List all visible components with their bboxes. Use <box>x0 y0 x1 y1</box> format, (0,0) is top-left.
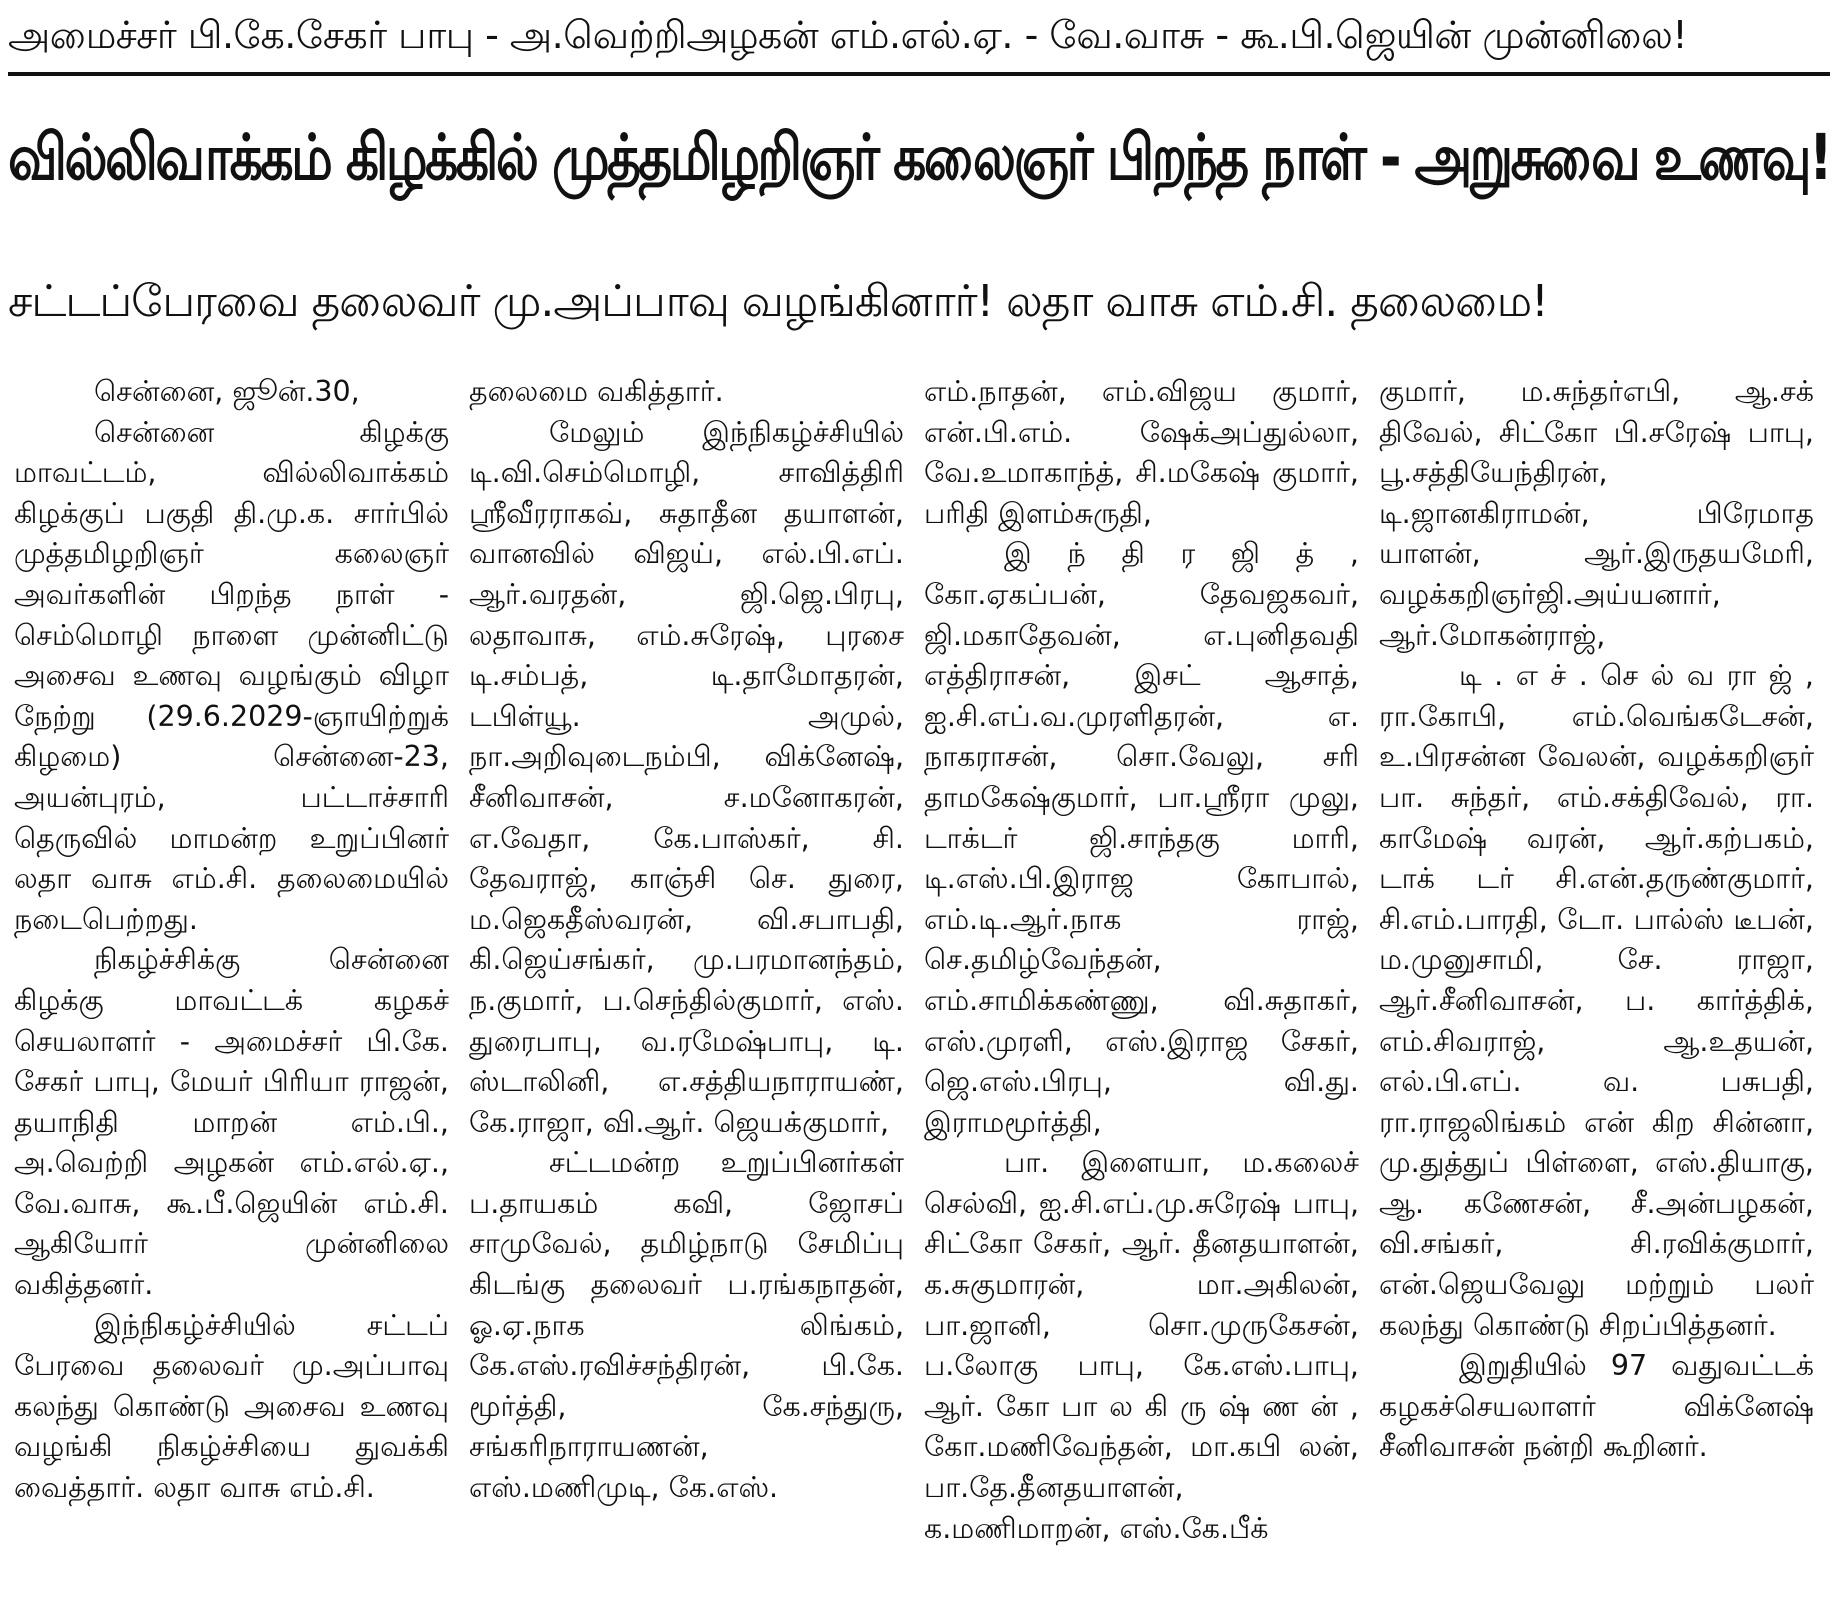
paragraph: இ ந் தி ர ஜி த் , கோ.ஏகப்பன், தேவஜகவர், ஜி.மகாதேவன், எ.புனிதவதி எத்திராசன், இசட் ஆசாத், ஐ.சி.எப்.வ.முரளிதரன், எ. நாகராசன், சொ.வேலு, சரி தாமகேஷ்குமார், பா.ஸ்ரீரா முலு, டாக்டர் ஜி.சாந்தகு மாரி, டி.எஸ்.பி.இராஜ கோபால், எம்.டி.ஆர்.நாக ராஜ், செ.தமிழ்வேந்தன், எம்.சாமிக்கண்ணு, வி.சுதாகர், எஸ்.முரளி, எஸ்.இராஜ சேகர், ஜெ.எஸ்.பிரபு, வி.து. இராமமூர்த்தி, <box>924 537 1359 1139</box>
paragraph: சட்டமன்ற உறுப்பினர்கள் ப.தாயகம் கவி, ஜோசப் சாமுவேல், தமிழ்நாடு சேமிப்பு கிடங்கு தலைவர் ப.ரங்கநாதன், ஓ.ஏ.நாக லிங்கம், கே.எஸ்.ரவிச்சந்திரன், பி.கே. மூர்த்தி, கே.சந்துரு, சங்கரிநாராயணன், எஸ்.மணிமுடி, கே.எஸ். <box>469 1146 904 1505</box>
paragraph: குமார், ம.சுந்தர்எபி, ஆ.சக் திவேல், சிட்கோ பி.சரேஷ் பாபு, பூ.சத்தியேந்திரன், டி.ஜானகிராமன், பிரேமாத யாளன், ஆர்.இருதயமேரி, வழக்கறிஞர்ஜி.அய்யனார், ஆர்.மோகன்ராஜ், <box>1379 375 1814 652</box>
article-column-1 <box>8 372 463 1602</box>
paragraph: இந்நிகழ்ச்சியில் சட்டப் பேரவை தலைவர் மு.அப்பாவு கலந்து கொண்டு அசைவ உணவு வழங்கி நிகழ்ச்சியை துவக்கி வைத்தார். லதா வாசு எம்.சி. <box>14 1308 449 1505</box>
paragraph: நிகழ்ச்சிக்கு சென்னை கிழக்கு மாவட்டக் கழகச் செயலாளர் - அமைச்சர் பி.கே. சேகர் பாபு, மேயர் பிரியா ராஜன், தயாநிதி மாறன் எம்.பி., அ.வெற்றி அழகன் எம்.எல்.ஏ., வே.வாசு, கூ.பீ.ஜெயின் எம்.சி. ஆகியோர் முன்னிலை வகித்தனர். <box>14 943 449 1302</box>
article-column-2 <box>463 372 918 1602</box>
dateline: சென்னை, ஜூன்.30, <box>94 375 360 408</box>
headline: வில்லிவாக்கம் கிழக்கில் முத்தமிழறிஞர் கலைஞர் பிறந்த நாள் - அறுசுவை உணவு! <box>8 121 1831 194</box>
paragraph: பா. இளையா, ம.கலைச் செல்வி, ஐ.சி.எப்.மு.சுரேஷ் பாபு, சிட்கோ சேகர், ஆர். தீனதயாளன், க.சுகுமாரன், மா.அகிலன், பா.ஜானி, சொ.முருகேசன், ப.லோகு பாபு, கே.எஸ்.பாபு, ஆர். கோ பா ல கி ரு ஷ் ண ன் , கோ.மணிவேந்தன், மா.கபி லன், பா.தே.தீனதயாளன், க.மணிமாறன், எஸ்.கே.பீக் <box>924 1146 1359 1545</box>
paragraph: தலைமை வகித்தார். <box>469 375 724 408</box>
kicker-line: அமைச்சர் பி.கே.சேகர் பாபு - அ.வெற்றிஅழகன் எம்.எல்.ஏ. - வே.வாசு - கூ.பி.ஜெயின் முன்னிலை! <box>8 13 1688 57</box>
paragraph: சென்னை கிழக்கு மாவட்டம், வில்லிவாக்கம் கிழக்குப் பகுதி தி.மு.க. சார்பில் முத்தமிழறிஞர் கலைஞர் அவர்களின் பிறந்த நாள் - செம்மொழி நாளை முன்னிட்டு அசைவ உணவு வழங்கும் விழா நேற்று (29.6.2029-ஞாயிற்றுக் கிழமை) சென்னை-23, அயன்புரம், பட்டாச்சாரி தெருவில் மாமன்ற உறுப்பினர் லதா வாசு எம்.சி. தலைமையில் நடைபெற்றது. <box>14 415 449 936</box>
paragraph: டி . எ ச் . செ ல் வ ரா ஜ் , ரா.கோபி, எம்.வெங்கடேசன், உ.பிரசன்ன வேலன், வழக்கறிஞர் பா. சுந்தர், எம்.சக்திவேல், ரா. காமேஷ் வரன், ஆர்.கற்பகம், டாக் டர் சி.என்.தருண்குமார், சி.எம்.பாரதி, டோ. பால்ஸ் டீபன், ம.முனுசாமி, சே. ராஜா, ஆர்.சீனிவாசன், ப. கார்த்திக், எம்.சிவராஜ், ஆ.உதயன், எல்.பி.எப். வ. பசுபதி, ரா.ராஜலிங்கம் என் கிற சின்னா, மு.துத்துப் பிள்ளை, எஸ்.தியாகு, ஆ. கணேசன், சீ.அன்பழகன், வி.சங்கர், சி.ரவிக்குமார், என்.ஜெயவேலு மற்றும் பலர் கலந்து கொண்டு சிறப்பித்தனர். <box>1379 659 1814 1342</box>
article-body <box>8 372 1830 1602</box>
article-column-4 <box>1373 372 1828 1602</box>
paragraph: எம்.நாதன், எம்.விஜய குமார், என்.பி.எம். ஷேக்அப்துல்லா, வே.உமாகாந்த், சி.மகேஷ் குமார், பரிதி இளம்சுருதி, <box>924 375 1359 530</box>
paragraph: இறுதியில் 97 வதுவட்டக் கழகச்செயலாளர் விக்னேஷ் சீனிவாசன் நன்றி கூறினர். <box>1379 1349 1814 1464</box>
subheadline: சட்டப்பேரவை தலைவர் மு.அப்பாவு வழங்கினார்! லதா வாசு எம்.சி. தலைமை! <box>8 276 1548 327</box>
article-column-3 <box>918 372 1373 1602</box>
paragraph: மேலும் இந்நிகழ்ச்சியில் டி.வி.செம்மொழி, சாவித்திரி ஸ்ரீவீரராகவ், சுதாதீன தயாளன், வானவில் விஜய், எல்.பி.எப். ஆர்.வரதன், ஜி.ஜெ.பிரபு, லதாவாசு, எம்.சுரேஷ், புரசை டி.சம்பத், டி.தாமோதரன், டபிள்யூ. அமுல், நா.அறிவுடைநம்பி, விக்னேஷ், சீனிவாசன், ச.மனோகரன், எ.வேதா, கே.பாஸ்கர், சி. தேவராஜ், காஞ்சி செ. துரை, ம.ஜெகதீஸ்வரன், வி.சபாபதி, கி.ஜெய்சங்கர், மு.பரமானந்தம், ந.குமார், ப.செந்தில்குமார், எஸ். துரைபாபு, வ.ரமேஷ்பாபு, டி. ஸ்டாலினி, எ.சத்தியநாராயண், கே.ராஜா, வி.ஆர். ஜெயக்குமார், <box>469 415 904 1139</box>
kicker-rule <box>8 72 1830 76</box>
